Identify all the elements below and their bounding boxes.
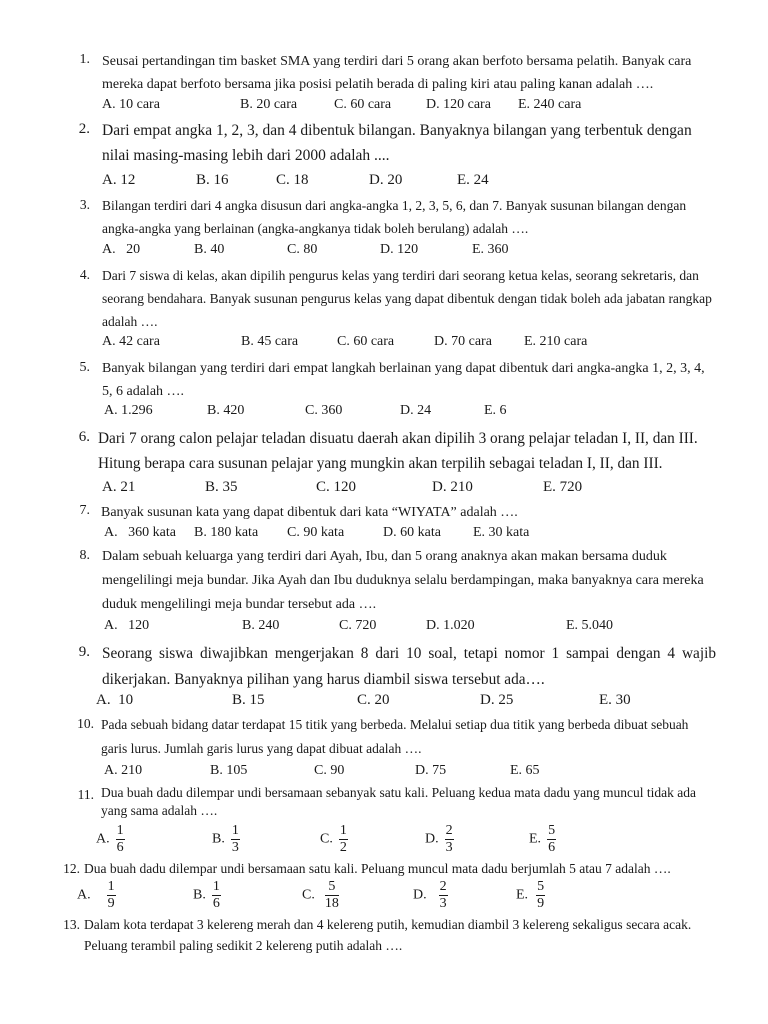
question-text: Dari empat angka 1, 2, 3, dan 4 dibentuk bilangan. Banyaknya bilangan yang terbentuk dengan nilai masing-masing lebih dari 2000 adalah .... — [102, 122, 692, 164]
question-number: 9. — [78, 644, 90, 660]
option-c: C. 120 — [316, 479, 357, 495]
option-e: E. 24 — [457, 172, 489, 188]
option-b: B. 35 — [205, 479, 238, 495]
option-c: C. 90 — [314, 763, 345, 778]
option-a: A. 21 — [102, 479, 136, 495]
question-text: Bilangan terdiri dari 4 angka disusun dari angka-angka 1, 2, 3, 5, 6, dan 7. Banyak susunan bilangan dengan angka-angka yang berlainan (angka-angkanya tidak boleh berulang) adalah …. — [102, 198, 687, 236]
option-c: C. 90 kata — [287, 525, 345, 540]
option-a: A. 1.296 — [104, 403, 153, 418]
option-d: D. 25 — [480, 692, 514, 708]
option-c: C. $\frac{1}{2}$ — [320, 823, 347, 855]
question-number: 4. — [79, 267, 90, 282]
option-c: C. 20 — [357, 692, 390, 708]
option-b: B. $\frac{1}{6}$ — [193, 879, 220, 911]
question-number: 1. — [79, 52, 90, 67]
option-a: A. 360 kata — [104, 525, 176, 540]
question-text: Seusai pertandingan tim basket SMA yang terdiri dari 5 orang akan berfoto bersama pelatih. Banyak cara mereka dapat berfoto bersama jika posisi pelatih berada di paling kiri atau paling kanan adalah …. — [102, 54, 692, 92]
option-d: D. 120 — [380, 242, 419, 257]
option-b: B. 105 — [210, 763, 248, 778]
option-a: A. 10 cara — [102, 97, 160, 112]
option-d: D. $\frac{2}{3}$ — [425, 823, 453, 855]
question-number: 11. — [77, 787, 94, 802]
option-e: E. 240 cara — [518, 97, 582, 112]
question-number: 7. — [79, 503, 90, 518]
option-d: D. 20 — [369, 172, 403, 188]
option-e: E. $\frac{5}{6}$ — [529, 823, 556, 855]
option-b: B. 20 cara — [240, 97, 298, 112]
option-c: C. 60 cara — [337, 334, 395, 349]
option-e: E. 720 — [543, 479, 583, 495]
question-number: 13. — [63, 917, 80, 932]
option-b: B. 15 — [232, 692, 265, 708]
option-c: C. 360 — [305, 403, 343, 418]
option-c: C. $\frac{5}{18}$ — [302, 879, 339, 911]
option-d: D. 60 kata — [383, 525, 441, 540]
question-text: Dua buah dadu dilempar undi bersamaan satu kali. Peluang muncul mata dadu berjumlah 5 atau 7 adalah …. — [84, 861, 671, 876]
option-b: B. 240 — [242, 618, 280, 633]
option-e: E. 5.040 — [566, 618, 614, 633]
option-e: E. $\frac{5}{9}$ — [516, 879, 545, 911]
question-text: Banyak susunan kata yang dapat dibentuk dari kata “WIYATA” adalah …. — [101, 505, 518, 520]
option-a: A. 10 — [96, 692, 134, 708]
question-text: Dalam kota terdapat 3 kelereng merah dan 4 kelereng putih, kemudian diambil 3 kelereng sekaligus secara acak. Peluang terambil paling sedikit 2 kelereng putih adalah …. — [84, 917, 692, 953]
option-e: E. 30 — [599, 692, 631, 708]
option-b: B. 45 cara — [241, 334, 299, 349]
question-number: 3. — [79, 197, 90, 212]
option-d: D. 75 — [415, 763, 447, 778]
question-number: 8. — [79, 548, 90, 563]
option-b: B. 40 — [194, 242, 225, 257]
question-text: Banyak bilangan yang terdiri dari empat langkah berlainan yang dapat dibentuk dari angka-angka 1, 2, 3, 4, 5, 6 adalah …. — [102, 361, 705, 399]
option-e: E. 6 — [484, 403, 507, 418]
question-text: Dari 7 siswa di kelas, akan dipilih pengurus kelas yang terdiri dari seorang ketua kelas, seorang sekretaris, dan seorang bendahara. Banyak susunan pengurus kelas yang dapat dibentuk dengan tidak boleh ada jabatan rangkap adalah …. — [102, 268, 712, 329]
question-number: 12. — [63, 861, 80, 876]
option-e: E. 65 — [510, 763, 540, 778]
option-d: D. 70 cara — [434, 334, 492, 349]
option-e: E. 360 — [472, 242, 509, 257]
option-d: D. $\frac{2}{3}$ — [413, 879, 447, 911]
option-a: A. 120 — [104, 618, 150, 633]
option-e: E. 210 cara — [524, 334, 588, 349]
option-d: D. 120 cara — [426, 97, 491, 112]
option-c: C. 60 cara — [334, 97, 392, 112]
option-c: C. 18 — [276, 172, 309, 188]
option-e: E. 30 kata — [473, 525, 530, 540]
option-a: A. 210 — [104, 763, 143, 778]
question-text: Dari 7 orang calon pelajar teladan disuatu daerah akan dipilih 3 orang pelajar teladan I, II, dan III. Hitung berapa cara susunan pelajar yang mungkin akan terpilih sebagai teladan I, II, dan III. — [98, 430, 698, 472]
option-d: D. 210 — [432, 479, 473, 495]
option-b: B. 420 — [207, 403, 245, 418]
option-d: D. 24 — [400, 403, 432, 418]
option-a: A. 42 cara — [102, 334, 160, 349]
question-number: 2. — [78, 121, 90, 137]
option-a: A. $\frac{1}{9}$ — [77, 879, 115, 911]
option-b: B. 180 kata — [194, 525, 259, 540]
option-b: B. 16 — [196, 172, 229, 188]
option-d: D. 1.020 — [426, 618, 475, 633]
option-a: A. 20 — [102, 242, 141, 257]
question-text: Pada sebuah bidang datar terdapat 15 titik yang berbeda. Melalui setiap dua titik yang berbeda dibuat sebuah garis lurus. Jumlah garis lurus yang dapat dibuat adalah …. — [101, 717, 689, 756]
question-number: 5. — [79, 360, 90, 375]
option-c: C. 80 — [287, 242, 318, 257]
option-c: C. 720 — [339, 618, 377, 633]
question-text: Seorang siswa diwajibkan mengerjakan 8 dari 10 soal, tetapi nomor 1 sampai dengan 4 wajib dikerjakan. Banyaknya pilihan yang harus diambil siswa tersebut ada…. — [102, 645, 716, 688]
option-b: B. $\frac{1}{3}$ — [212, 823, 239, 855]
question-number: 6. — [78, 429, 90, 445]
question-text: Dua buah dadu dilempar undi bersamaan sebanyak satu kali. Peluang kedua mata dadu yang muncul tidak ada yang sama adalah …. — [101, 785, 696, 818]
option-a: A. 12 — [102, 172, 136, 188]
option-a: A. $\frac{1}{6}$ — [96, 823, 124, 855]
question-number: 10. — [77, 716, 94, 731]
question-text: Dalam sebuah keluarga yang terdiri dari Ayah, Ibu, dan 5 orang anaknya akan makan bersama duduk mengelilingi meja bundar. Jika Ayah dan Ibu duduknya selalu berdampingan, maka banyaknya cara mereka duduk mengelilingi meja bundar tersebut ada …. — [102, 549, 704, 612]
